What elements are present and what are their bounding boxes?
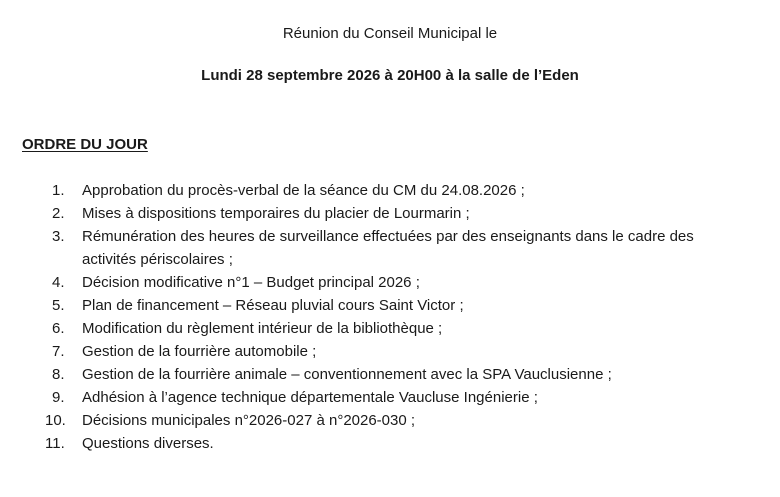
agenda-item <box>0 225 780 271</box>
agenda-list <box>0 179 780 455</box>
agenda-item-text: Décisions municipales n°2026-027 à n°2026-030 ; <box>82 412 416 429</box>
agenda-item-text: Mises à dispositions temporaires du placier de Lourmarin ; <box>82 205 470 222</box>
agenda-item-number: 11. <box>45 435 65 452</box>
agenda-item-text: Plan de financement – Réseau pluvial cours Saint Victor ; <box>82 297 464 314</box>
agenda-item <box>0 271 780 294</box>
agenda-item-text: Questions diverses. <box>82 435 214 452</box>
agenda-item-number: 8. <box>52 366 65 383</box>
agenda-item-number: 3. <box>52 228 65 245</box>
agenda-item-number: 1. <box>52 182 65 199</box>
agenda-item-text: Approbation du procès-verbal de la séance du CM du 24.08.2026 ; <box>82 182 525 199</box>
agenda-item-number: 4. <box>52 274 65 291</box>
agenda-item-number: 6. <box>52 320 65 337</box>
agenda-item <box>0 409 780 432</box>
meeting-title: Réunion du Conseil Municipal le <box>282 25 498 42</box>
agenda-item-number: 5. <box>52 297 65 314</box>
agenda-item-text: Gestion de la fourrière animale – conventionnement avec la SPA Vauclusienne ; <box>82 366 612 383</box>
agenda-item-number: 2. <box>52 205 65 222</box>
agenda-item <box>0 432 780 455</box>
agenda-item <box>0 386 780 409</box>
agenda-item-text: Gestion de la fourrière automobile ; <box>82 343 317 360</box>
agenda-item <box>0 202 780 225</box>
agenda-item <box>0 363 780 386</box>
agenda-item-text: Décision modificative n°1 – Budget principal 2026 ; <box>82 274 420 291</box>
agenda-item <box>0 317 780 340</box>
agenda-item-number: 7. <box>52 343 65 360</box>
agenda-item-text: Modification du règlement intérieur de la bibliothèque ; <box>82 320 443 337</box>
agenda-item-number: 10. <box>45 412 66 429</box>
agenda-item-text: Adhésion à l’agence technique départementale Vaucluse Ingénierie ; <box>82 389 538 406</box>
agenda-item-text: Rémunération des heures de surveillance effectuées par des enseignants dans le cadre des <box>82 228 694 245</box>
agenda-item <box>0 340 780 363</box>
agenda-heading: ORDRE DU JOUR <box>22 136 148 153</box>
agenda-item <box>0 294 780 317</box>
agenda-item-text-continuation: activités périscolaires ; <box>82 251 233 268</box>
meeting-date-location: Lundi 28 septembre 2026 à 20H00 à la salle de l’Eden <box>201 67 579 84</box>
agenda-item <box>0 179 780 202</box>
agenda-item-number: 9. <box>52 389 65 406</box>
